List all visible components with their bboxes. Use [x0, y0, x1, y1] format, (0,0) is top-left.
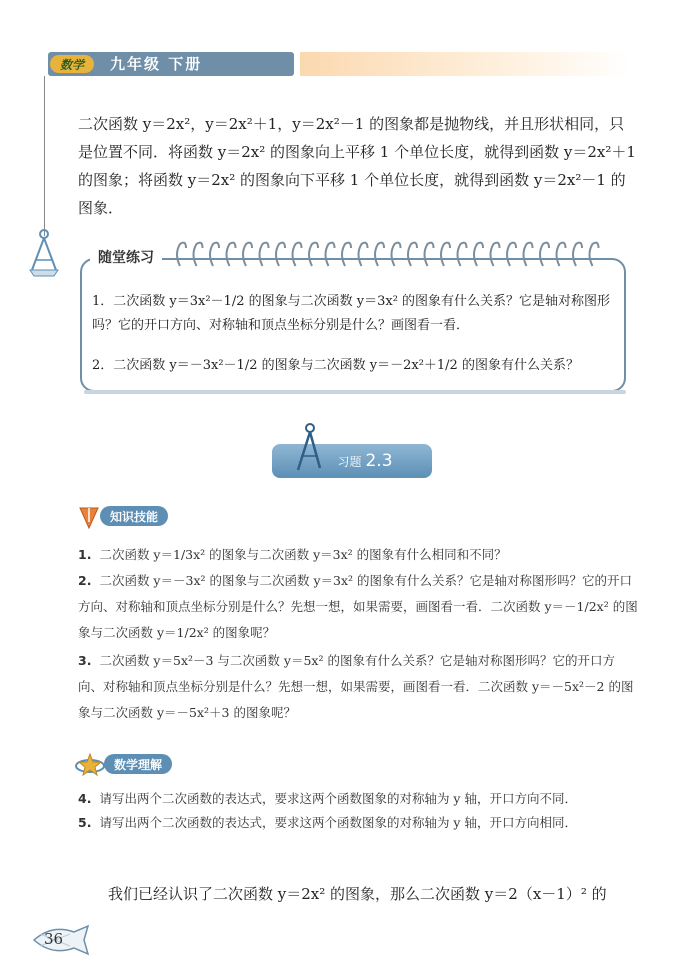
section-understanding-title: 数学理解 — [104, 754, 172, 774]
fish-icon — [30, 924, 100, 956]
exercise-item-2: 2. 二次函数 y＝－3x² 的图象与二次函数 y＝3x² 的图象有什么关系？它是轴对称图形吗？它的开口方向、对称轴和顶点坐标分别是什么？先想一想，如果需要，画图看一看．二次函数 y＝－1/2x² 的图象与二次函数 y＝1/2x² 的图象呢？ — [78, 573, 638, 640]
star-planet-icon — [74, 752, 106, 778]
exercise-number: 2.3 — [365, 451, 393, 471]
page-number-badge — [30, 924, 100, 956]
exercise-label: 习题 — [337, 454, 362, 469]
grade-label: 九年级 下册 — [110, 55, 203, 73]
spiral-binding-icon — [170, 236, 620, 270]
exercise-tab-label — [300, 444, 430, 478]
intro-paragraph: 二次函数 y＝2x²，y＝2x²＋1，y＝2x²－1 的图象都是抛物线，并且形状相同，只是位置不同．将函数 y＝2x² 的图象向上平移 1 个单位长度，就得到函数 y＝2x²＋1 的图象；将函数 y＝2x² 的图象向下平移 1 个单位长度，就得到函数 y＝2x²－1 的图象． — [78, 115, 636, 217]
exercise-item-3: 3. 二次函数 y＝5x²－3 与二次函数 y＝5x² 的图象有什么关系？它是轴对称图形吗？它的开口方向、对称轴和顶点坐标分别是什么？先想一想，如果需要，画图看一看．二次函数 y＝－5x²－2 的图象与二次函数 y＝－5x²＋3 的图象呢？ — [78, 653, 634, 720]
exercise-item-1: 1. 二次函数 y＝1/3x² 的图象与二次函数 y＝3x² 的图象有什么相同和不同？ — [78, 547, 507, 562]
exercise-item-5: 5. 请写出两个二次函数的表达式，要求这两个函数图象的对称轴为 y 轴，开口方向相同． — [78, 815, 577, 830]
subject-badge: 数学 — [50, 55, 94, 73]
page-number: 36 — [44, 930, 64, 948]
practice-item-2: 2．二次函数 y＝－3x²－1/2 的图象与二次函数 y＝－2x²＋1/2 的图象有什么关系？ — [92, 358, 579, 373]
section-knowledge-title: 知识技能 — [100, 506, 168, 526]
compass-icon — [26, 228, 62, 278]
practice-title: 随堂练习 — [90, 247, 162, 267]
pen-nib-icon — [76, 504, 102, 530]
practice-item-1: 1．二次函数 y＝3x²－1/2 的图象与二次函数 y＝3x² 的图象有什么关系？它是轴对称图形吗？它的开口方向、对称轴和顶点坐标分别是什么？画图看一看． — [92, 294, 611, 333]
header-fade-band — [300, 52, 630, 76]
exercise-item-4: 4. 请写出两个二次函数的表达式，要求这两个函数图象的对称轴为 y 轴，开口方向不同． — [78, 791, 577, 806]
margin-line — [44, 76, 45, 236]
practice-box-shadow — [84, 390, 626, 394]
bottom-paragraph: 我们已经认识了二次函数 y＝2x² 的图象，那么二次函数 y＝2（x－1）² 的 — [108, 885, 607, 903]
